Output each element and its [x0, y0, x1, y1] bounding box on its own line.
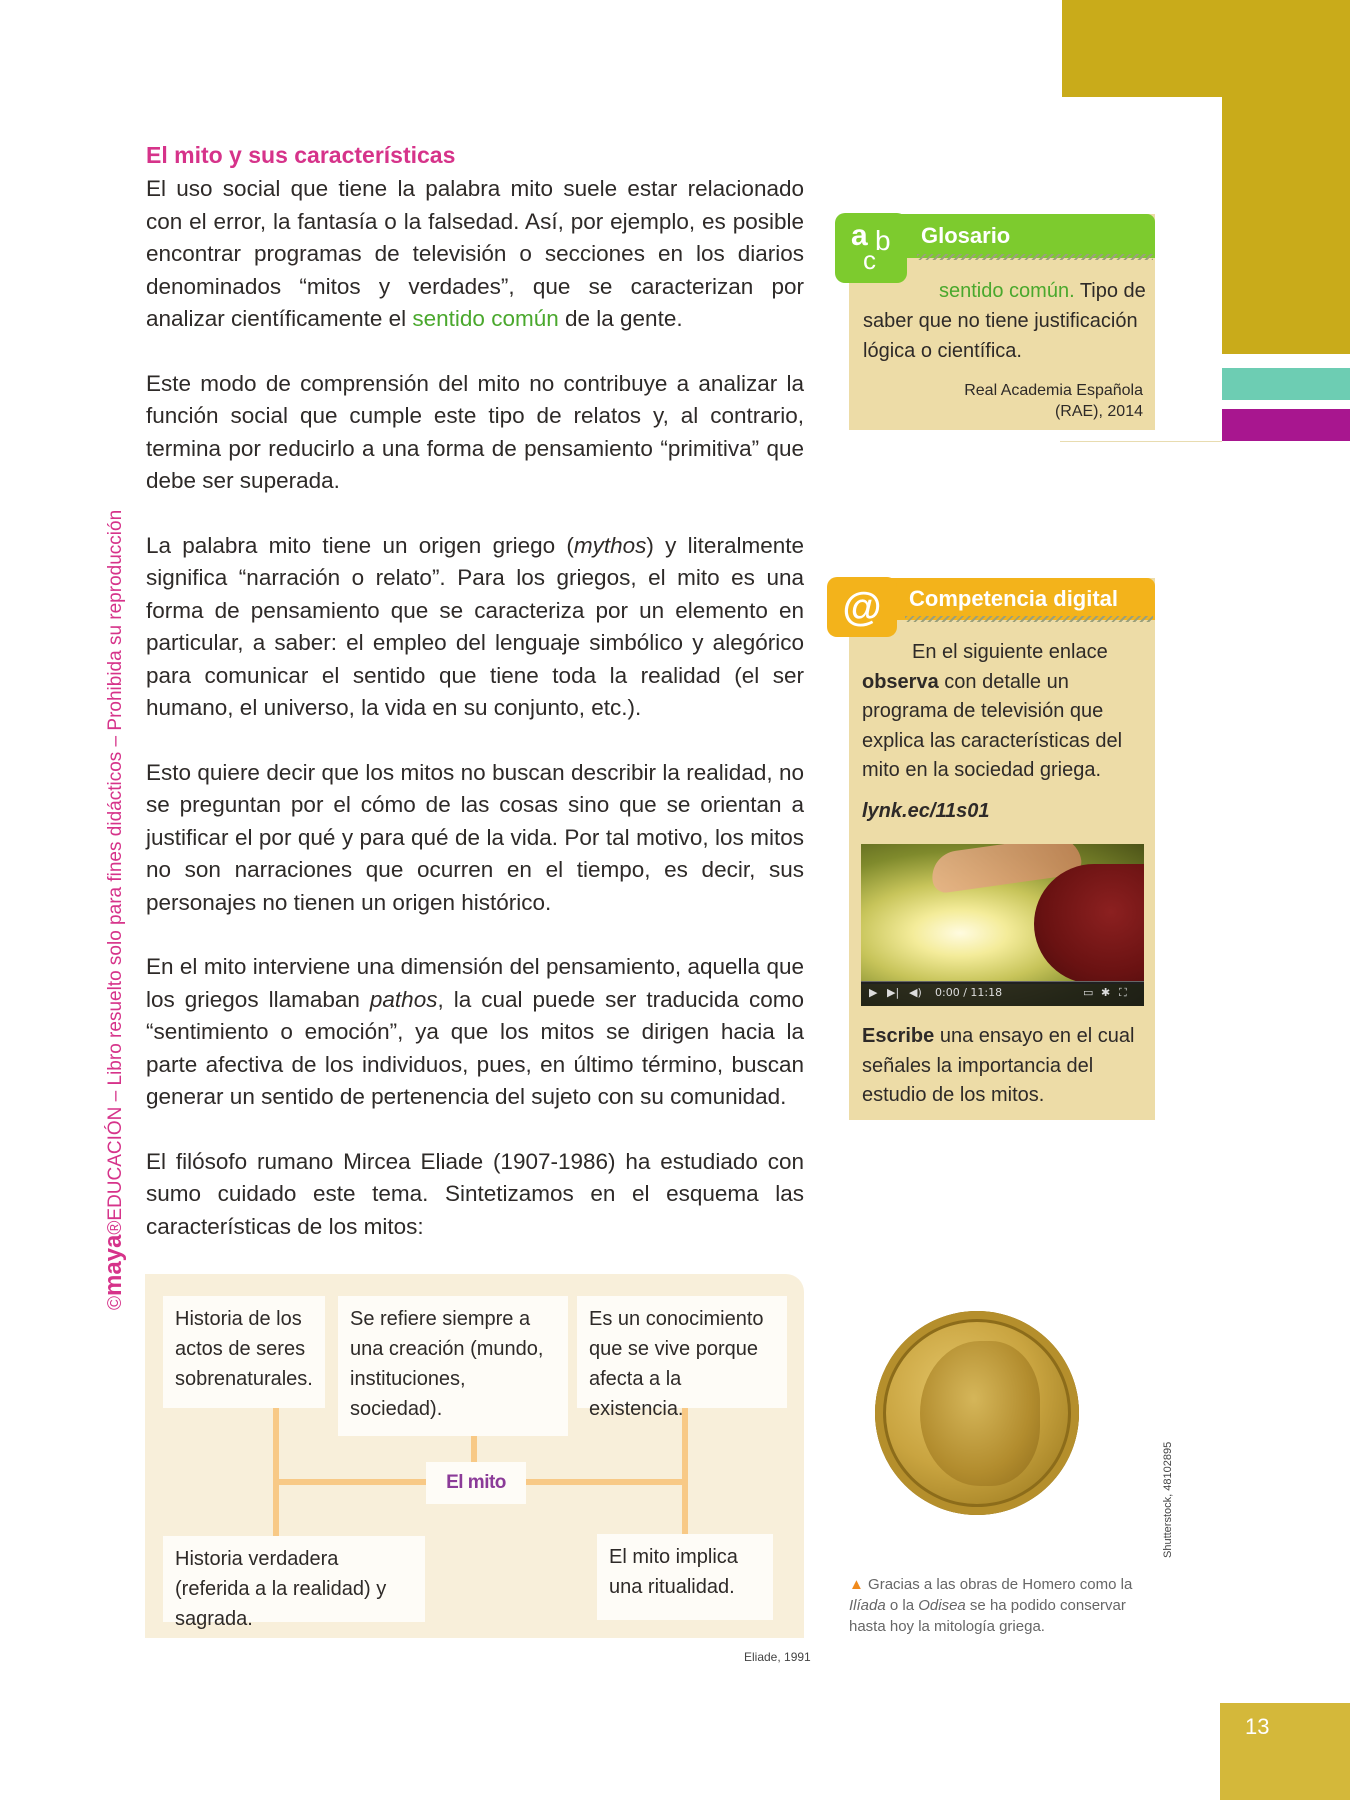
decorative-stripe-purple: [1222, 409, 1350, 441]
paragraph-5: En el mito interviene una dimensión del pensamiento, aquella que los griegos llamaban pathos, la cual puede ser traducida como “sentimiento o emoción”, ya que los mitos se dirigen hacia la parte afectiva de los individuos, pues, en último término, buscan generar un sentido de pertenencia del sujeto con su comunidad.: [146, 954, 804, 1109]
image-caption: ▲ Gracias a las obras de Homero como la Ilíada o la Odisea se ha podido conservar hasta hoy la mitología griega.: [849, 1576, 1133, 1635]
main-article: [146, 142, 804, 1275]
connector: [471, 1434, 477, 1464]
glossary-term-link: sentido común: [412, 306, 559, 331]
paragraph-2: Este modo de comprensión del mito no contribuye a analizar la función social que cumple este tipo de relatos y, al contrario, termina por reducirlo a una forma de pensamiento “primitiva” que debe ser superada.: [146, 370, 804, 493]
divider: [1060, 441, 1222, 442]
next-icon[interactable]: ▶|: [887, 986, 900, 999]
brand-logo: maya: [100, 1234, 127, 1296]
settings-icon[interactable]: ✱: [1101, 986, 1111, 999]
copyright-symbol: ©: [105, 1296, 126, 1310]
decorative-stripe-teal: [1222, 368, 1350, 400]
scheme-node-knowledge: Es un conocimiento que se vive porque afecta a la existencia.: [577, 1296, 787, 1408]
copyright-text: EDUCACIÓN – Libro resuelto solo para fines didácticos – Prohibida su reproducción: [105, 509, 126, 1221]
section-title: El mito y sus características: [146, 142, 456, 168]
header-hatch: [917, 254, 1153, 260]
decorative-band-top: [1062, 0, 1350, 97]
video-time: 0:00 / 11:18: [935, 986, 1003, 999]
scheme-node-supernatural: Historia de los actos de seres sobrenaturales.: [163, 1296, 325, 1408]
competence-instructions: En el siguiente enlace observa con detalle un programa de televisión que explica las características del mito en la sociedad griega.: [862, 641, 1123, 781]
at-sign-icon: @: [827, 577, 897, 637]
scheme-node-ritual: El mito implica una ritualidad.: [597, 1534, 773, 1620]
header-hatch: [905, 616, 1153, 622]
paragraph-3: La palabra mito tiene un origen griego (mythos) y literalmente significa “narración o relato”. Para los griegos, el mito es una forma de pensamiento que se caracteriza por un elemento en particular, a saber: el empleo del lenguaje simbólico y alegórico para comunicar el sentido que tiene toda la realidad (el ser humano, el universo, la vida en su conjunto, etc.).: [146, 532, 804, 720]
fullscreen-icon[interactable]: ⛶: [1119, 986, 1127, 999]
abc-icon: a b c: [835, 213, 907, 283]
glossary-source: Real Academia Española (RAE), 2014: [964, 382, 1143, 420]
scheme-node-creation: Se refiere siempre a una creación (mundo, instituciones, sociedad).: [338, 1296, 568, 1436]
video-controls: [861, 982, 1144, 1006]
play-icon[interactable]: ▶: [869, 986, 878, 999]
page-number: 13: [1245, 1714, 1270, 1739]
myth-scheme-diagram: [145, 1274, 804, 1638]
paragraph-6: El filósofo rumano Mircea Eliade (1907-1986) ha estudiado con sumo cuidado este tema. Sintetizamos en el esquema las características de los mitos:: [146, 1148, 804, 1239]
photo-credit: Shutterstock, 48102895: [1162, 1441, 1174, 1558]
video-link[interactable]: lynk.ec/11s01: [862, 800, 990, 822]
glossary-box: [849, 214, 1155, 430]
video-scene-robe: [1034, 864, 1144, 984]
competence-header: [861, 578, 1155, 620]
glossary-term: sentido común.: [939, 280, 1075, 302]
triangle-icon: ▲: [849, 1576, 864, 1593]
scheme-source: Eliade, 1991: [744, 1650, 811, 1664]
competence-title: Competencia digital: [909, 586, 1119, 611]
volume-icon[interactable]: ◀): [909, 986, 922, 999]
scheme-center: El mito: [426, 1462, 526, 1504]
page-number-box: [1220, 1703, 1350, 1800]
copyright-notice: [100, 510, 128, 1310]
competence-task: Escribe una ensayo en el cual señales la importancia del estudio de los mitos.: [862, 1025, 1135, 1106]
captions-icon[interactable]: ▭: [1083, 986, 1094, 999]
scheme-node-true-history: Historia verdadera (referida a la realidad) y sagrada.: [163, 1536, 425, 1622]
decorative-band-column: [1222, 97, 1350, 354]
coin-portrait: [920, 1341, 1040, 1486]
paragraph-4: Esto quiere decir que los mitos no buscan describir la realidad, no se preguntan por el cómo de las cosas sino que se orientan a justificar el por qué y para qué de la vida. Por tal motivo, los mitos no son narraciones que ocurren en el tiempo, es decir, sus personajes no tienen un origen histórico.: [146, 759, 804, 915]
glossary-definition: sentido común. Tipo de saber que no tiene justificación lógica o científica.: [863, 280, 1146, 362]
paragraph-1: El uso social que tiene la palabra mito suele estar relacionado con el error, la fantasía o la falsedad. Así, por ejemplo, es posible encontrar programas de televisión o secciones en los diarios denominados “mitos y verdades”, que se caracterizan por analizar científicamente el sentido común de la gente.: [146, 176, 804, 331]
glossary-title: Glosario: [921, 223, 1011, 248]
digital-competence-box: [842, 578, 1155, 1120]
video-thumbnail[interactable]: [861, 844, 1144, 1006]
registered-symbol: ®: [105, 1220, 126, 1235]
homer-coin-image: [875, 1311, 1079, 1515]
